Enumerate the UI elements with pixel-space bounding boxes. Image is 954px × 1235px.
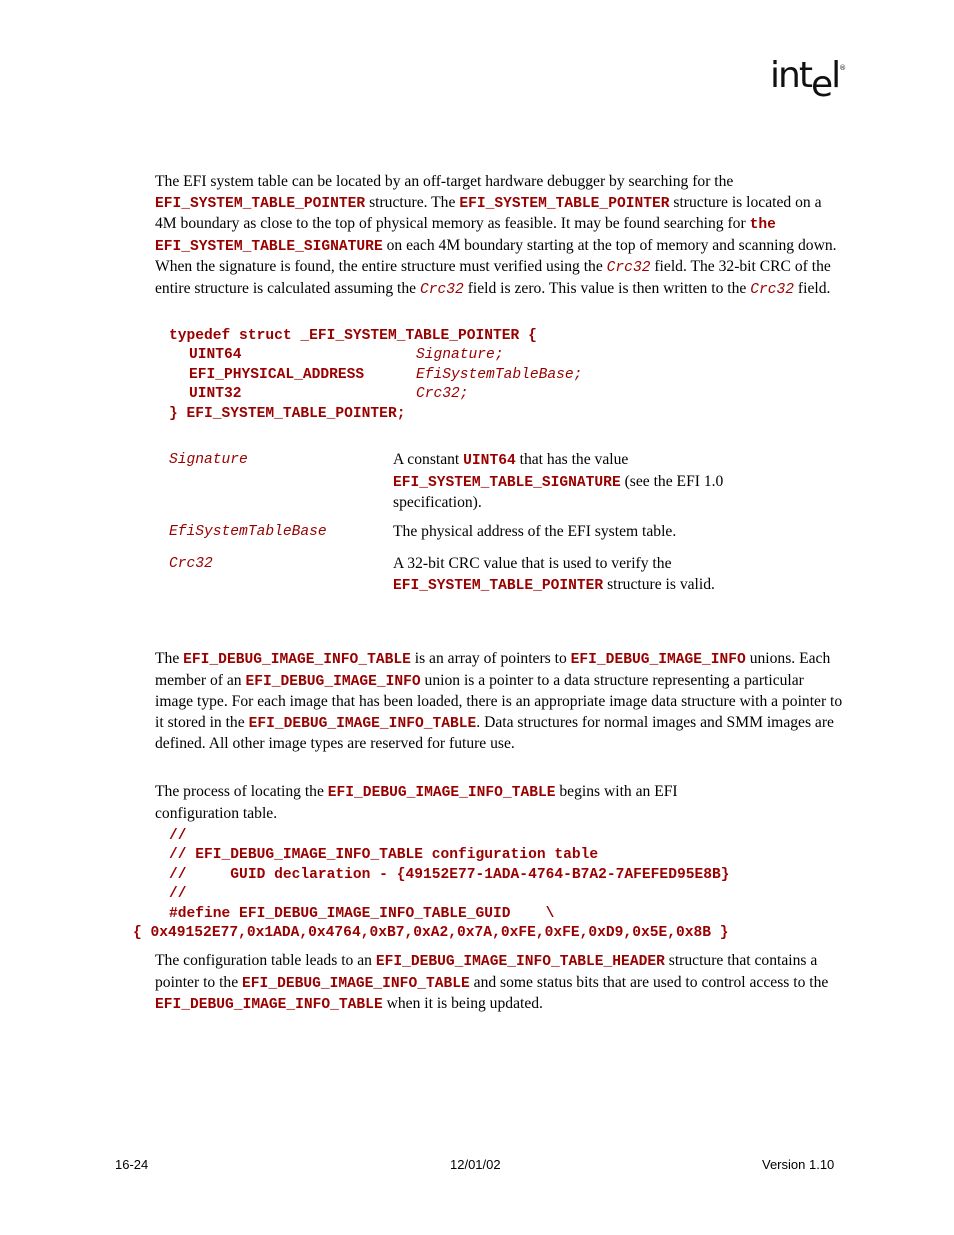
config-table-paragraph: The configuration table leads to an EFI_DEBUG_IMAGE_INFO_TABLE_HEADER structure that contains a pointer to the EFI_DEBUG_IMAGE_INFO_TABLE and some status bits that are used to control access to the EFI_DEBUG_IMAGE_INFO_TABLE when it is being updated. (155, 952, 829, 1013)
param-term-efisystemtablebase: EfiSystemTableBase (169, 524, 327, 540)
locating-paragraph: The process of locating the EFI_DEBUG_IMAGE_INFO_TABLE begins with an EFI configuration table. (155, 783, 678, 822)
param-desc-crc32: A 32-bit CRC value that is used to verify the EFI_SYSTEM_TABLE_POINTER structure is valid. (393, 555, 715, 594)
intro-paragraph: The EFI system table can be located by an off-target hardware debugger by searching for the EFI_SYSTEM_TABLE_POINTER structure. The EFI_SYSTEM_TABLE_POINTER structure is located on a 4M boundary as close to the top of physical memory as feasible. It may be found searching for the EFI_SYSTEM_TABLE_SIGNATURE on each 4M boundary starting at the top of memory and scanning down. When the signature is found, the entire structure must verified using the Crc32 field. The 32-bit CRC of the entire structure is calculated assuming the Crc32 field is zero. This value is then written to the Crc32 field. (155, 173, 837, 298)
guid-value-code: { 0x49152E77,0x1ADA,0x4764,0xB7,0xA2,0x7A,0xFE,0xFE,0xD9,0x5E,0x8B } (133, 925, 729, 941)
debug-table-paragraph: The EFI_DEBUG_IMAGE_INFO_TABLE is an array of pointers to EFI_DEBUG_IMAGE_INFO unions. Each member of an EFI_DEBUG_IMAGE_INFO union is a pointer to a data structure representing a particular image type. For each image that has been loaded, there is an appropriate image data structure with a pointer to it stored in the EFI_DEBUG_IMAGE_INFO_TABLE. Data structures for normal images and SMM images are defined. All other image types are reserved for future use. (155, 650, 843, 752)
footer-page-number: 16-24 (115, 1157, 149, 1172)
param-desc-signature: A constant UINT64 that has the value EFI_SYSTEM_TABLE_SIGNATURE (see the EFI 1.0 specification). (393, 451, 724, 511)
param-desc-efisystemtablebase: The physical address of the EFI system table. (393, 523, 677, 540)
param-term-crc32: Crc32 (169, 556, 213, 572)
guid-definition-code: // // EFI_DEBUG_IMAGE_INFO_TABLE configuration table // GUID declaration - {49152E77-1ADA-4764-B7A2-7AFEFED95E8B} // #define EFI_DEBUG_IMAGE_INFO_TABLE_GUID \ (169, 828, 730, 922)
param-term-signature: Signature (169, 452, 248, 468)
footer-date: 12/01/02 (450, 1157, 501, 1172)
intel-logo: intel® (770, 55, 847, 105)
footer-version: Version 1.10 (762, 1157, 835, 1172)
struct-definition-code: typedef struct _EFI_SYSTEM_TABLE_POINTER { UINT64 Signature; EFI_PHYSICAL_ADDRESS EfiSystemTableBase; UINT32 Crc32; } EFI_SYSTEM_TABLE_POINTER; (169, 328, 583, 422)
